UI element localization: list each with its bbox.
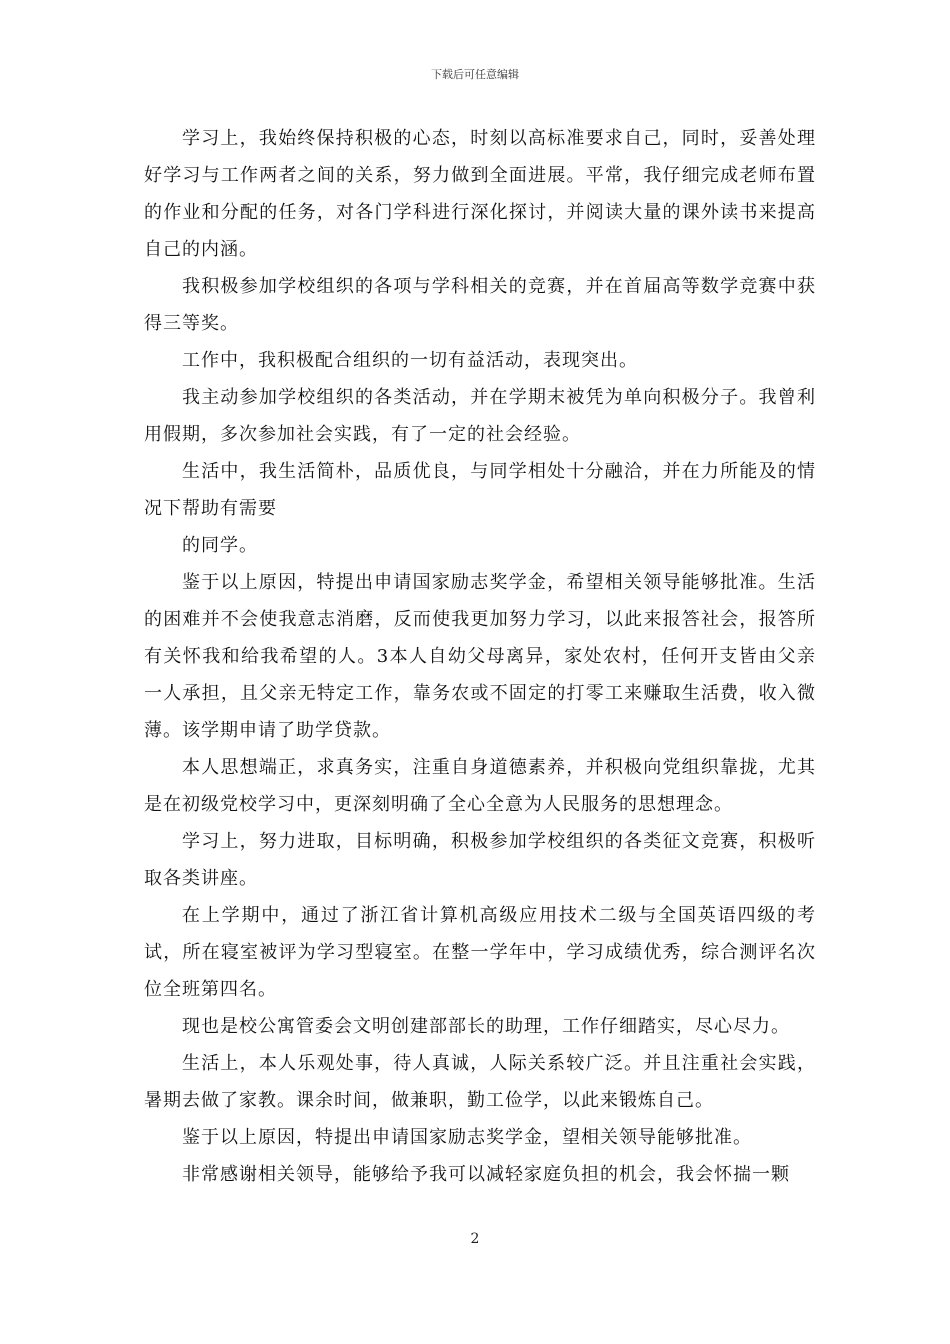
paragraph: 鉴于以上原因，特提出申请国家励志奖学金，希望相关领导能够批准。生活的困难并不会使我意志消磨，反而使我更加努力学习，以此来报答社会，报答所有关怀我和给我希望的人。3本人自幼父母离异，家处农村，任何开支皆由父亲一人承担，且父亲无特定工作，靠务农或不固定的打零工来赚取生活费，收入微薄。该学期申请了助学贷款。 [144,572,816,741]
paragraph: 生活中，我生活简朴，品质优良，与同学相处十分融洽，并在力所能及的情况下帮助有需要 [144,461,816,519]
paragraph: 现也是校公寓管委会文明创建部部长的助理，工作仔细踏实，尽心尽力。 [182,1016,790,1037]
paragraph: 非常感谢相关领导，能够给予我可以减轻家庭负担的机会，我会怀揣一颗 [182,1164,790,1185]
paragraph: 生活上，本人乐观处事，待人真诚，人际关系较广泛。并且注重社会实践，暑期去做了家教。课余时间，做兼职，勤工俭学，以此来锻炼自己。 [144,1053,816,1111]
paragraph: 学习上，我始终保持积极的心态，时刻以高标准要求自己，同时，妥善处理好学习与工作两者之间的关系，努力做到全面进展。平常，我仔细完成老师布置的作业和分配的任务，对各门学科进行深化探讨，并阅读大量的课外读书来提高自己的内涵。 [144,128,816,260]
paragraph: 工作中，我积极配合组织的一切有益活动，表现突出。 [182,350,638,371]
page-number: 2 [470,1231,480,1247]
page-header: 下载后可任意编辑 [431,68,519,81]
paragraph: 学习上，努力进取，目标明确，积极参加学校组织的各类征文竞赛，积极听取各类讲座。 [144,831,816,889]
paragraph: 我主动参加学校组织的各类活动，并在学期末被凭为单向积极分子。我曾利用假期，多次参加社会实践，有了一定的社会经验。 [144,387,816,445]
paragraph: 我积极参加学校组织的各项与学科相关的竞赛，并在首届高等数学竞赛中获得三等奖。 [144,276,816,334]
document-body [144,120,816,1193]
paragraph: 在上学期中，通过了浙江省计算机高级应用技术二级与全国英语四级的考试，所在寝室被评为学习型寝室。在整一学年中，学习成绩优秀，综合测评名次位全班第四名。 [144,905,816,1000]
paragraph: 本人思想端正，求真务实，注重自身道德素养，并积极向党组织靠拢，尤其是在初级党校学习中，更深刻明确了全心全意为人民服务的思想理念。 [144,757,816,815]
paragraph: 的同学。 [182,535,258,556]
paragraph: 鉴于以上原因，特提出申请国家励志奖学金，望相关领导能够批准。 [182,1127,752,1148]
